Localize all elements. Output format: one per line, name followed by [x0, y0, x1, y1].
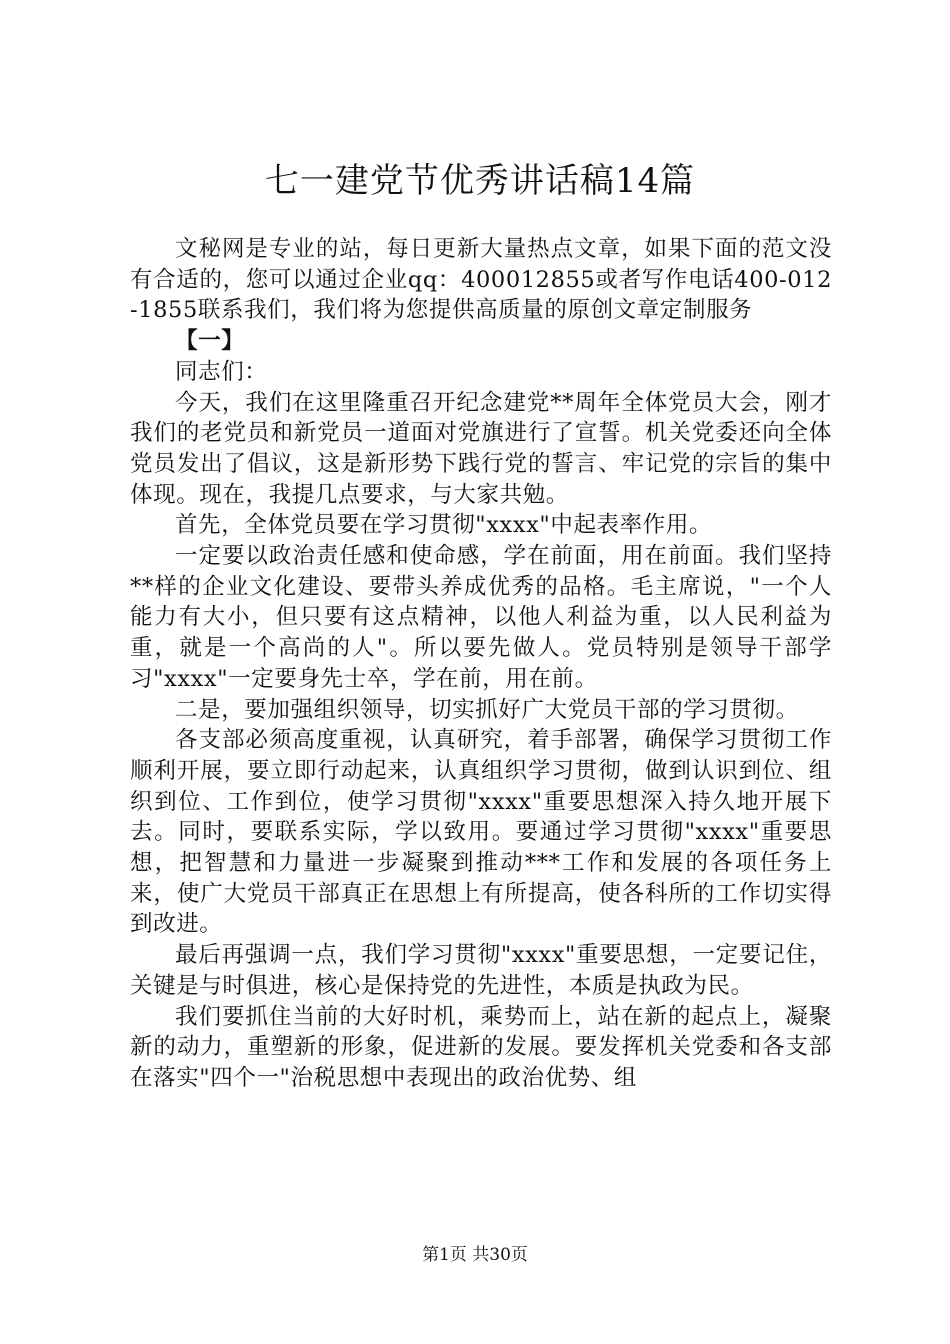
- paragraph: 最后再强调一点，我们学习贯彻"xxxx"重要思想，一定要记住，关键是与时俱进，核心是保持党的先进性，本质是执政为民。: [130, 942, 832, 999]
- document-title: 七一建党节优秀讲话稿14篇: [264, 161, 696, 201]
- paragraph: 今天，我们在这里隆重召开纪念建党**周年全体党员大会，刚才我们的老党员和新党员一道面对党旗进行了宣誓。机关党委还向全体党员发出了倡议，这是新形势下践行党的誓言、牢记党的宗旨的集中体现。现在，我提几点要求，与大家共勉。: [130, 389, 832, 508]
- page-footer: 第1页 共30页: [422, 1245, 528, 1265]
- paragraph-intro: 文秘网是专业的站，每日更新大量热点文章，如果下面的范文没有合适的，您可以通过企业qq：400012855或者写作电话400-012-1855联系我们，我们将为您提供高质量的原创文章定制服务: [130, 236, 832, 324]
- paragraph: 首先，全体党员要在学习贯彻"xxxx"中起表率作用。: [175, 512, 713, 539]
- paragraph: 我们要抓住当前的大好时机，乘势而上，站在新的起点上，凝聚新的动力，重塑新的形象，促进新的发展。要发挥机关党委和各支部在落实"四个一"治税思想中表现出的政治优势、组: [130, 1003, 832, 1091]
- section-heading: 【一】: [175, 328, 245, 355]
- salutation: 同志们：: [175, 358, 268, 385]
- paragraph: 各支部必须高度重视，认真研究，着手部署，确保学习贯彻工作顺利开展，要立即行动起来，认真组织学习贯彻，做到认识到位、组织到位、工作到位，使学习贯彻"xxxx"重要思想深入持久地开展下去。同时，要联系实际，学以致用。要通过学习贯彻"xxxx"重要思想，把智慧和力量进一步凝聚到推动***工作和发展的各项任务上来，使广大党员干部真正在思想上有所提高，使各科所的工作切实得到改进。: [130, 727, 832, 938]
- paragraph: 一定要以政治责任感和使命感，学在前面，用在前面。我们坚持**样的企业文化建设、要带头养成优秀的品格。毛主席说，"一个人能力有大小，但只要有这点精神，以他人利益为重，以人民利益为重，就是一个高尚的人"。所以要先做人。党员特别是领导干部学习"xxxx"一定要身先士卒，学在前，用在前。: [130, 543, 832, 692]
- document-body: [130, 234, 832, 1094]
- paragraph: 二是，要加强组织领导，切实抓好广大党员干部的学习贯彻。: [175, 696, 799, 723]
